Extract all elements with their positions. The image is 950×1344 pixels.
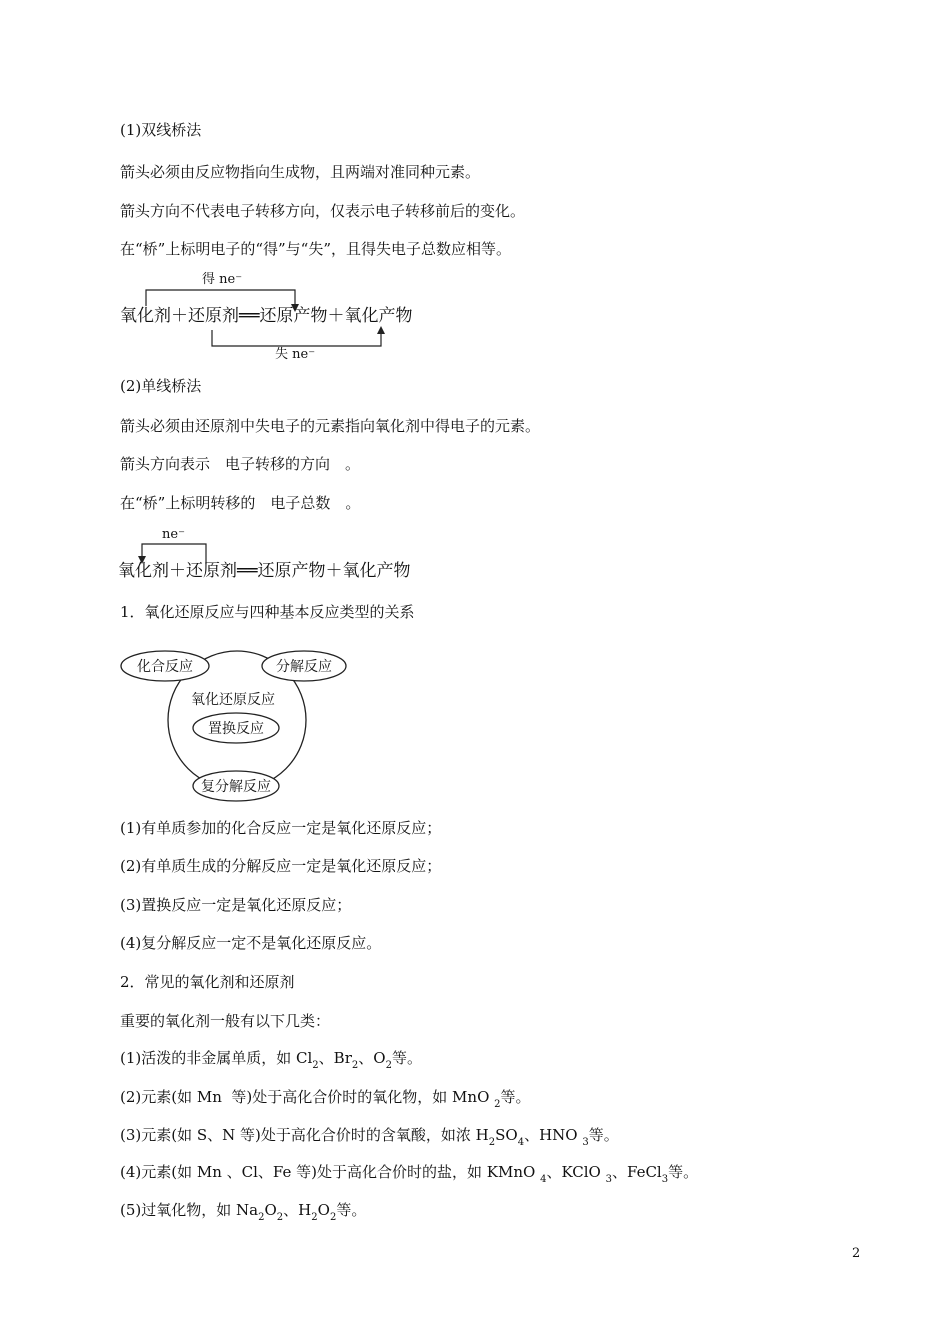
combination-reaction-label: 化合反应 [137, 659, 193, 675]
oxidant-intro: 重要的氧化剂一般有以下几类： [120, 1012, 331, 1030]
double-bridge-rule-3: 在“桥”上标明电子的“得”与“失”，且得失电子总数应相等。 [120, 240, 512, 258]
note-3: (3)置换反应一定是氧化还原反应； [120, 896, 352, 914]
single-bridge-equation: 氧化剂＋还原剂══还原产物＋氧化产物 [118, 561, 411, 581]
section-2-title: 2．常见的氧化剂和还原剂 [120, 973, 295, 991]
loss-bridge-line [212, 330, 381, 346]
oxidant-item-4: (4)元素(如 Mn 、Cl、Fe 等)处于高化合价时的盐，如 KMnO $_4$、KClO $_3$、FeCl$_3$等。 [120, 1163, 699, 1185]
section-1-title: 1．氧化还原反应与四种基本反应类型的关系 [120, 603, 415, 621]
oxidant-item-1: (1)活泼的非金属单质，如 $Cl_2$、$Br_2$、$O_2$等。 [120, 1049, 422, 1071]
displacement-reaction-label: 置换反应 [208, 721, 264, 737]
decomposition-reaction-label: 分解反应 [276, 659, 332, 675]
loss-arrowhead [377, 326, 385, 334]
gain-electrons-label: 得 ne⁻ [202, 272, 243, 287]
page-number: 2 [852, 1246, 861, 1261]
double-bridge-equation: 氧化剂＋还原剂══还原产物＋氧化产物 [120, 306, 413, 326]
single-bridge-diagram [110, 524, 430, 582]
single-bridge-rule-2: 箭头方向表示 电子转移的方向 。 [120, 455, 361, 473]
note-2: (2)有单质生成的分解反应一定是氧化还原反应； [120, 857, 442, 875]
note-1: (1)有单质参加的化合反应一定是氧化还原反应； [120, 819, 442, 837]
single-bridge-rule-1: 箭头必须由还原剂中失电子的元素指向氧化剂中得电子的元素。 [120, 417, 541, 435]
redox-reaction-label: 氧化还原反应 [191, 692, 275, 708]
electron-transfer-label: ne⁻ [162, 527, 185, 542]
oxidant-item-2: (2)元素(如 Mn 等)处于高化合价时的氧化物，如 MnO $_2$等。 [120, 1088, 531, 1110]
oxidant-item-5: (5)过氧化物，如 $Na_2O_2$、$H_2O_2$等。 [120, 1201, 367, 1223]
double-decomposition-reaction-label: 复分解反应 [201, 779, 271, 795]
heading-double-bridge: (1)双线桥法 [120, 121, 202, 139]
loss-electrons-label: 失 ne⁻ [275, 347, 316, 362]
double-bridge-rule-1: 箭头必须由反应物指向生成物，且两端对准同种元素。 [120, 163, 481, 181]
heading-single-bridge: (2)单线桥法 [120, 377, 202, 395]
double-bridge-rule-2: 箭头方向不代表电子转移方向，仅表示电子转移前后的变化。 [120, 202, 526, 220]
double-bridge-diagram [110, 268, 450, 368]
reaction-types-venn-diagram [120, 640, 360, 802]
note-4: (4)复分解反应一定不是氧化还原反应。 [120, 934, 382, 952]
oxidant-item-3: (3)元素(如 S、N 等)处于高化合价时的含氧酸，如浓 $H_2SO_4$、HNO $_3$等。 [120, 1126, 619, 1148]
single-bridge-rule-3: 在“桥”上标明转移的 电子总数 。 [120, 494, 361, 512]
